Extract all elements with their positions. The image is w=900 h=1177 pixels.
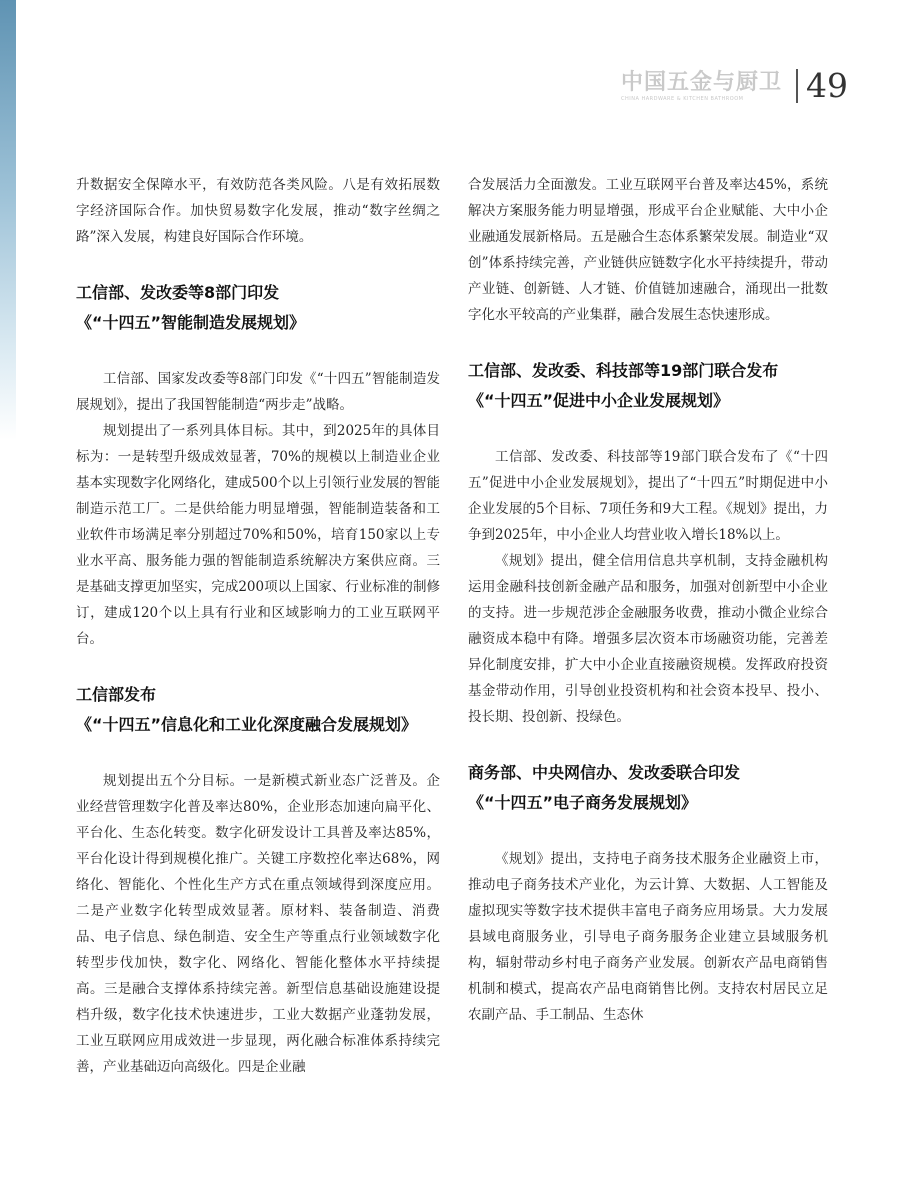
section-heading-line1: 工信部、发改委、科技部等19部门联合发布 bbox=[468, 361, 779, 380]
page-number: 49 bbox=[806, 66, 848, 105]
masthead-subtitle: CHINA HARDWARE & KITCHEN BATHROOM bbox=[620, 95, 744, 102]
section-heading-line1: 工信部发布 bbox=[76, 685, 157, 704]
right-intro-paragraph: 合发展活力全面激发。工业互联网平台普及率达45%，系统解决方案服务能力明显增强，形成平台企业赋能、大中小企业融通发展新格局。五是融合生态体系繁荣发展。制造业“双创”体系持续完善，产业链供应链数字化水平持续提升，带动产业链、创新链、人才链、价值链加速融合，涌现出一批数字化水平较高的产业集群，融合发展生态快速形成。 bbox=[468, 177, 828, 323]
body-paragraph: 《规划》提出，健全信用信息共享机制，支持金融机构运用金融科技创新金融产品和服务，加强对创新型中小企业的支持。进一步规范涉企金融服务收费，推动小微企业综合融资成本稳中有降。增强多层次资本市场融资功能，完善差异化制度安排，扩大中小企业直接融资规模。发挥政府投资基金带动作用，引导创业投资机构和社会资本投早、投小、投长期、投创新、投绿色。 bbox=[468, 553, 828, 725]
left-column bbox=[76, 172, 440, 1080]
section-heading-line2: 《“十四五”智能制造发展规划》 bbox=[76, 313, 306, 332]
body-paragraph: 规划提出五个分目标。一是新模式新业态广泛普及。企业经营管理数字化普及率达80%，企业形态加速向扁平化、平台化、生态化转变。数字化研发设计工具普及率达85%，平台化设计得到规模化推广。关键工序数控化率达68%，网络化、智能化、个性化生产方式在重点领域得到深度应用。二是产业数字化转型成效显著。原材料、装备制造、消费品、电子信息、绿色制造、安全生产等重点行业领域数字化转型步伐加快，数字化、网络化、智能化整体水平持续提高。三是融合支撑体系持续完善。新型信息基础设施建设提档升级，数字化技术快速进步，工业大数据产业蓬勃发展，工业互联网应用成效进一步显现，两化融合标准体系持续完善，产业基础迈向高级化。四是企业融 bbox=[76, 773, 440, 1075]
body-paragraph: 工信部、发改委、科技部等19部门联合发布了《“十四五”促进中小企业发展规划》，提出了“十四五”时期促进中小企业发展的5个目标、7项任务和9大工程。《规划》提出，力争到2025年，中小企业人均营业收入增长18%以上。 bbox=[468, 449, 828, 543]
page-header bbox=[621, 66, 848, 106]
masthead-logo bbox=[621, 71, 782, 102]
masthead-title: 中国五金与厨卫 bbox=[620, 69, 782, 95]
body-paragraph: 规划提出了一系列具体目标。其中，到2025年的具体目标为：一是转型升级成效显著，70%的规模以上制造业企业基本实现数字化网络化，建成500个以上引领行业发展的智能制造示范工厂。二是供给能力明显增强，智能制造装备和工业软件市场满足率分别超过70%和50%，培育150家以上专业水平高、服务能力强的智能制造系统解决方案供应商。三是基础支撑更加坚实，完成200项以上国家、行业标准的制修订，建成120个以上具有行业和区域影响力的工业互联网平台。 bbox=[76, 423, 440, 647]
section-heading-line2: 《“十四五”信息化和工业化深度融合发展规划》 bbox=[76, 715, 418, 734]
section-heading-line2: 《“十四五”电子商务发展规划》 bbox=[468, 793, 698, 812]
section-heading-line1: 商务部、中央网信办、发改委联合印发 bbox=[468, 763, 741, 782]
left-intro-paragraph: 升数据安全保障水平，有效防范各类风险。八是有效拓展数字经济国际合作。加快贸易数字化发展，推动“数字丝绸之路”深入发展，构建良好国际合作环境。 bbox=[76, 177, 440, 245]
section-heading-line2: 《“十四五”促进中小企业发展规划》 bbox=[468, 391, 730, 410]
header-divider bbox=[796, 69, 798, 103]
right-column bbox=[468, 172, 828, 1028]
body-paragraph: 工信部、国家发改委等8部门印发《“十四五”智能制造发展规划》，提出了我国智能制造“两步走”战略。 bbox=[76, 371, 440, 413]
cover-edge-strip bbox=[0, 0, 16, 440]
section-heading-line1: 工信部、发改委等8部门印发 bbox=[76, 283, 280, 302]
body-paragraph: 《规划》提出，支持电子商务技术服务企业融资上市，推动电子商务技术产业化，为云计算、大数据、人工智能及虚拟现实等数字技术提供丰富电子商务应用场景。大力发展县域电商服务业，引导电子商务服务企业建立县域服务机构，辐射带动乡村电子商务产业发展。创新农产品电商销售机制和模式，提高农产品电商销售比例。支持农村居民立足农副产品、手工制品、生态休 bbox=[468, 851, 828, 1023]
